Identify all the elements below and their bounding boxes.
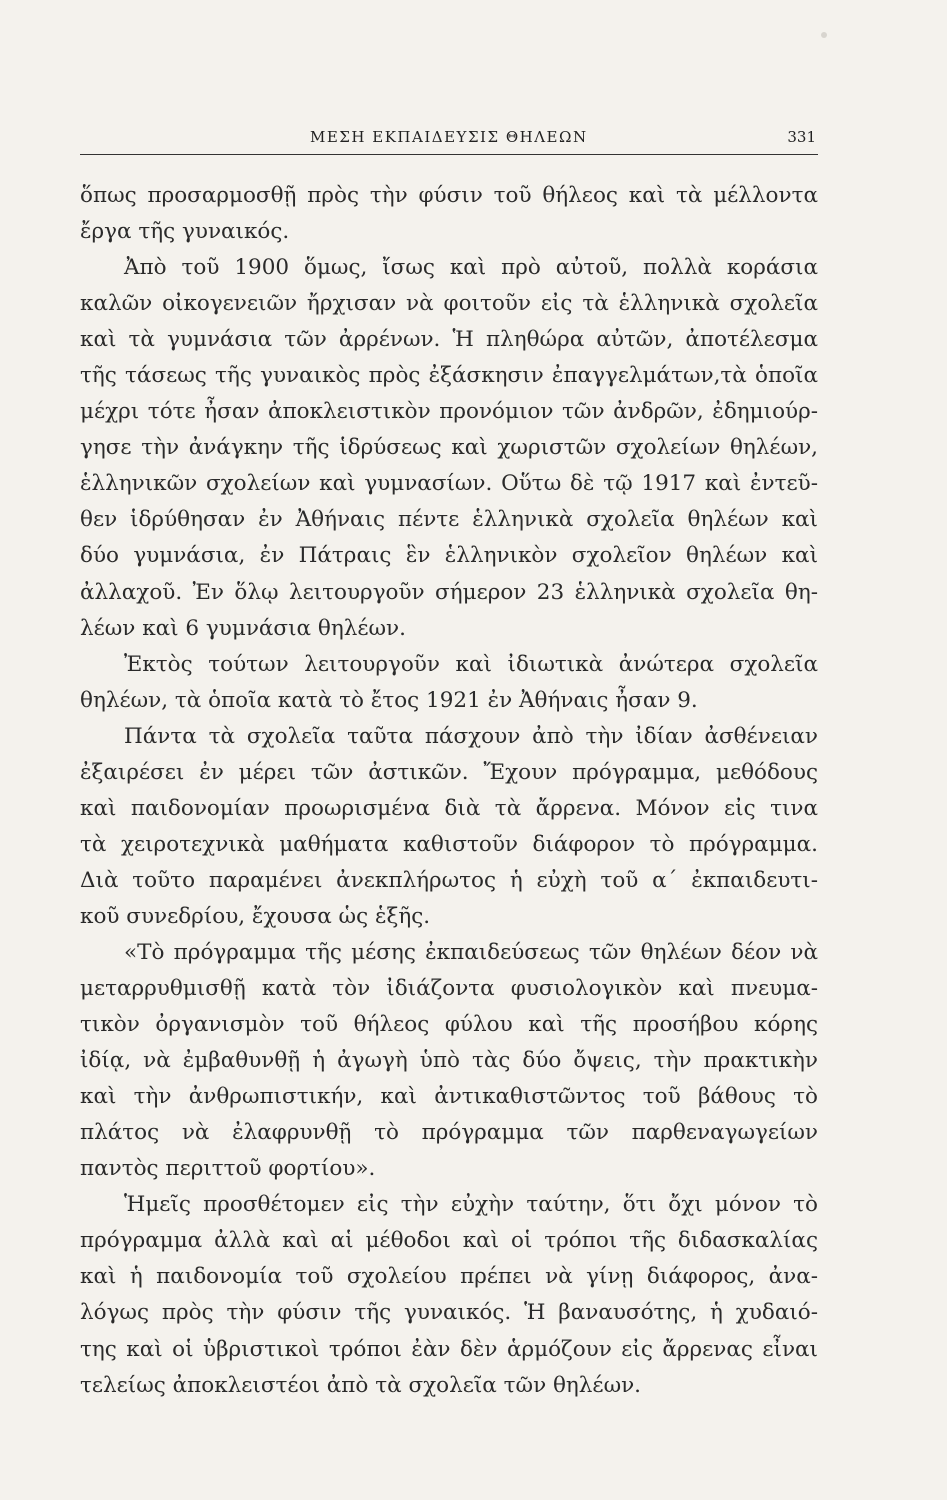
text-line: της καὶ οἱ ὑβριστικοὶ τρόποι ἐὰν δὲν ἁρμόζουν εἰς ἄρρενας εἶναι [80, 1336, 818, 1362]
text-line: ἐξαιρέσει ἐν μέρει τῶν ἀστικῶν. Ἔχουν πρόγραμμα, μεθόδους [80, 759, 818, 785]
text-line: τικὸν ὀργανισμὸν τοῦ θήλεος φύλου καὶ τῆς προσήβου κόρης [80, 1012, 818, 1038]
text-line: Διὰ τοῦτο παραμένει ἀνεκπλήρωτος ἡ εὐχὴ τοῦ α΄ ἐκπαιδευτι- [80, 867, 818, 893]
text-line: κοῦ συνεδρίου, ἔχουσα ὡς ἑξῆς. [80, 903, 431, 929]
text-line: Ἡμεῖς προσθέτομεν εἰς τὴν εὐχὴν ταύτην, ὅτι ὄχι μόνον τὸ [124, 1192, 818, 1218]
text-line: «Τὸ πρόγραμμα τῆς μέσης ἐκπαιδεύσεως τῶν θηλέων δέον νὰ [124, 939, 818, 965]
text-line: τῆς τάσεως τῆς γυναικὸς πρὸς ἐξάσκησιν ἐπαγγελμάτων,τὰ ὁποῖα [80, 363, 818, 389]
text-line: μέχρι τότε ἦσαν ἀποκλειστικὸν προνόμιον τῶν ἀνδρῶν, ἐδημιούρ- [80, 399, 818, 425]
text-line: ἔργα τῆς γυναικός. [80, 219, 290, 245]
text-line: Ἐκτὸς τούτων λειτουργοῦν καὶ ἰδιωτικὰ ἀνώτερα σχολεῖα [124, 651, 818, 677]
text-line: ὅπως προσαρμοσθῇ πρὸς τὴν φύσιν τοῦ θήλεος καὶ τὰ μέλλοντα [80, 183, 818, 208]
text-line: ἑλληνικῶν σχολείων καὶ γυμνασίων. Οὕτω δὲ τῷ 1917 καὶ ἐντεῦ- [80, 471, 818, 497]
text-line: ἀλλαχοῦ. Ἐν ὅλῳ λειτουργοῦν σήμερον 23 ἑλληνικὰ σχολεῖα θη- [80, 579, 818, 605]
text-line: παντὸς περιττοῦ φορτίου». [80, 1156, 376, 1182]
text-line: καὶ παιδονομίαν προωρισμένα διὰ τὰ ἄρρενα. Μόνον εἰς τινα [80, 795, 818, 821]
text-line: θεν ἱδρύθησαν ἐν Ἀθήναις πέντε ἑλληνικὰ σχολεῖα θηλέων καὶ [80, 507, 818, 533]
text-line: πλάτος νὰ ἐλαφρυνθῇ τὸ πρόγραμμα τῶν παρθεναγωγείων [80, 1120, 818, 1146]
text-line: μεταρρυθμισθῇ κατὰ τὸν ἰδιάζοντα φυσιολογικὸν καὶ πνευμα- [80, 976, 818, 1002]
text-line: θηλέων, τὰ ὁποῖα κατὰ τὸ ἔτος 1921 ἐν Ἀθήναις ἦσαν 9. [80, 687, 698, 713]
text-line: Ἀπὸ τοῦ 1900 ὅμως, ἴσως καὶ πρὸ αὐτοῦ, πολλὰ κοράσια [124, 255, 818, 281]
text-line: καλῶν οἰκογενειῶν ἤρχισαν νὰ φοιτοῦν εἰς τὰ ἑλληνικὰ σχολεῖα [80, 291, 818, 317]
text-line: πρόγραμμα ἀλλὰ καὶ αἱ μέθοδοι καὶ οἱ τρόποι τῆς διδασκαλίας [80, 1228, 818, 1254]
text-line: λέων καὶ 6 γυμνάσια θηλέων. [80, 615, 406, 641]
text-line: καὶ ἡ παιδονομία τοῦ σχολείου πρέπει νὰ γίνῃ διάφορος, ἀνα- [80, 1264, 818, 1290]
page-number: 331 [787, 128, 816, 146]
running-title: ΜΕΣΗ ΕΚΠΑΙΔΕΥΣΙΣ ΘΗΛΕΩΝ [310, 128, 588, 146]
text-line: καὶ τὴν ἀνθρωπιστικήν, καὶ ἀντικαθιστῶντος τοῦ βάθους τὸ [80, 1084, 818, 1110]
text-line: γησε τὴν ἀνάγκην τῆς ἱδρύσεως καὶ χωριστῶν σχολείων θηλέων, [80, 435, 818, 461]
body-text [80, 178, 818, 1404]
text-line: λόγως πρὸς τὴν φύσιν τῆς γυναικός. Ἡ βαναυσότης, ἡ χυδαιό- [80, 1300, 818, 1326]
paper-speck [821, 32, 827, 38]
text-line: τελείως ἀποκλειστέοι ἀπὸ τὰ σχολεῖα τῶν θηλέων. [80, 1372, 642, 1398]
text-line: ἰδίᾳ, νὰ ἐμβαθυνθῇ ἡ ἀγωγὴ ὑπὸ τὰς δύο ὄψεις, τὴν πρακτικὴν [80, 1048, 818, 1074]
text-line: τὰ χειροτεχνικὰ μαθήματα καθιστοῦν διάφορον τὸ πρόγραμμα. [80, 831, 818, 857]
text-line: δύο γυμνάσια, ἐν Πάτραις ἓν ἑλληνικὸν σχολεῖον θηλέων καὶ [80, 543, 818, 569]
text-line: καὶ τὰ γυμνάσια τῶν ἀρρένων. Ἡ πληθώρα αὐτῶν, ἀποτέλεσμα [80, 327, 818, 353]
text-line: Πάντα τὰ σχολεῖα ταῦτα πάσχουν ἀπὸ τὴν ἰδίαν ἀσθένειαν [124, 723, 818, 749]
running-header [80, 126, 818, 155]
